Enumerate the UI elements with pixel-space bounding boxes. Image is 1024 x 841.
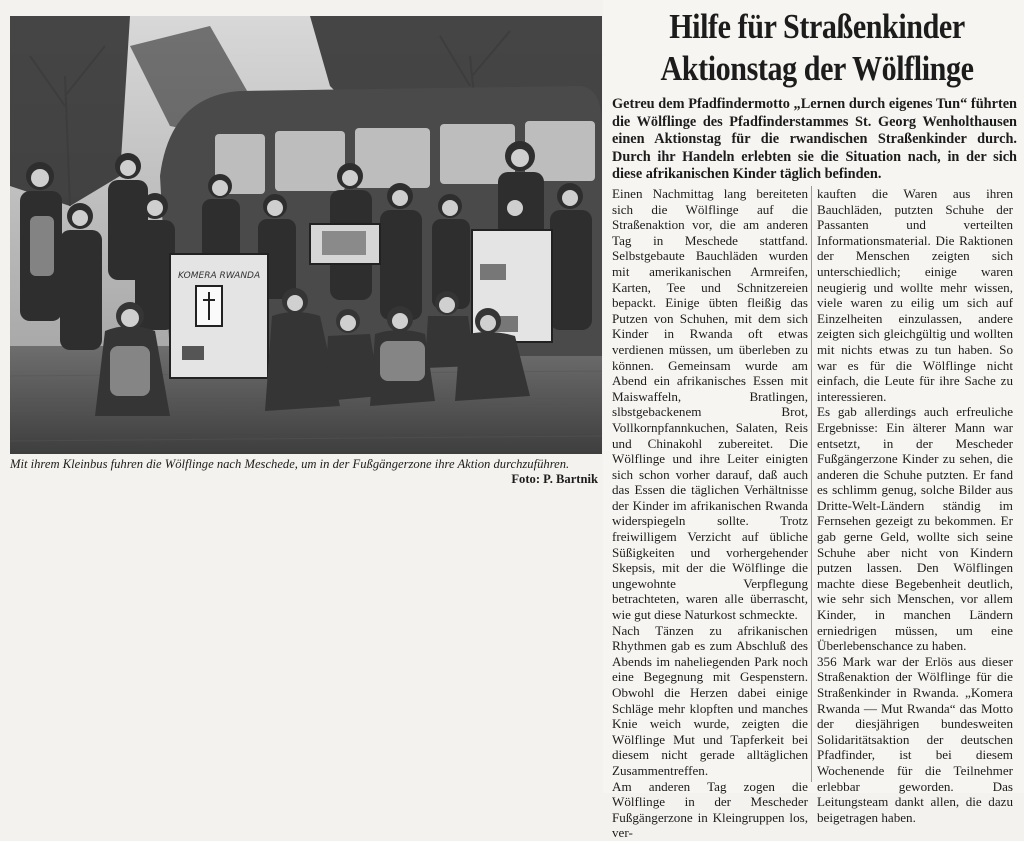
column-1-paragraph-3: Am anderen Tag zogen die Wölflinge in der Mescheder Fußgängerzone in Kleingruppen los, ver-: [612, 778, 808, 841]
article-column-2: [817, 186, 1013, 825]
photo-credit: Foto: P. Bartnik: [511, 472, 598, 486]
column-divider: [811, 186, 812, 782]
column-2-paragraph-2: Es gab allerdings auch erfreuliche Ergebnisse: Ein älterer Mann war entsetzt, in der Mescheder Fußgängerzone Kinder zu sehen, die anderen die Schuhe putzten. Er fand es schlimm genug, solche Bilder aus Dritte-Welt-Ländern ständig im Fernsehen gezeigt zu bekommen. Er gab gerne Geld, wollte sich seine Schuhe aber nicht von Kindern putzen lassen. Den Wölflingen machte diese Begebenheit deutlich, wie sehr sich Menschen, vor allem Kinder, in manchen Ländern erniedrigen müssen, um eine Überlebenschance zu haben.: [817, 404, 1013, 654]
headline-line-2: Aktionstag der Wölflinge: [660, 49, 974, 88]
headline: [641, 6, 994, 90]
headline-line-1: Hilfe für Straßenkinder: [669, 7, 965, 46]
column-1-paragraph-2: Nach Tänzen zu afrikanischen Rhythmen gab es zum Abschluß des Abends im naheliegenden Park noch eine Begegnung mit Gespenstern. Obwohl die Herzen dabei einige Schläge mehr klopften und manches Knie weich wurde, zeigten die Wölflinge Mut und Tapferkeit bei diesem nicht gerade alltäglichen Zusammentreffen.: [612, 622, 808, 778]
article-column-1: [612, 186, 808, 841]
lead-paragraph: Getreu dem Pfadfindermotto „Lernen durch eigenes Tun“ führten die Wölflinge des Pfadfinderstammes St. Georg Wenholthausen einen Aktionstag für die rwandischen Straßenkinder durch. Durch ihr Handeln erlebten sie die Situation nach, in der sich diese afrikanischen Kinder täglich befinden.: [612, 96, 1017, 182]
column-2-paragraph-1: kauften die Waren aus ihren Bauchläden, putzten Schuhe der Passanten und verteilten Informationsmaterial. Die Raktionen der Menschen zeigten sich unterschiedlich; einige waren neugierig und wollte mehr wissen, viele waren zu eilig um sich auf Einzelheiten einzulassen, andere zeigten sich gleichgültig und wollten mit nichts etwas zu tun haben. So war es für die Wölflinge nicht einfach, die Leute für ihre Sache zu interessieren.: [817, 186, 1013, 404]
group-photo: [10, 16, 602, 454]
column-1-paragraph-1: Einen Nachmittag lang bereiteten sich die Wölflinge auf die Straßenaktion vor, die am anderen Tag in Meschede stattfand. Selbstgebaute Bauchläden wurden mit amerikanischen Armreifen, Karten, Tee und Schnitzereien bepackt. Einige übten fleißig das Putzen von Schuhen, mit dem sich Kinder in Rwanda oft etwas verdienen müssen, um überleben zu können. Gemeinsam wurde am Abend ein afrikanisches Essen mit Maiswaffeln, Bratlingen, slbstgebackenem Brot, Vollkornpfannkuchen, Salaten, Reis und Chinakohl zubereitet. Die Wölflinge und ihre Leiter einigten sich schon vorher darauf, daß auch das Essen die täglichen Verhältnisse der Kinder im afrikanischen Rwanda widerspiegeln sollte. Trotz freiwilligem Verzicht auf übliche Süßigkeiten und vorhergehender Skepsis, mit der die Wölflinge die ungewohnte Verpflegung betrachteten, waren alle überrascht, wie gut diese Naturkost schmeckte.: [612, 186, 808, 623]
photo-caption: [10, 457, 602, 486]
caption-text: Mit ihrem Kleinbus fuhren die Wölflinge nach Meschede, um in der Fußgängerzone ihre Aktion durchzuführen.: [10, 457, 570, 471]
sign-text: KOMERA RWANDA: [178, 271, 261, 281]
photo-illustration: [10, 16, 602, 454]
column-2-paragraph-3: 356 Mark war der Erlös aus dieser Straßenaktion der Wölflinge für die Straßenkinder in Rwanda. „Komera Rwanda — Mut Rwanda“ das Motto der diesjährigen bundesweiten Solidaritätsaktion der deutschen Pfadfinder, ist bei diesem Wochenende für die Teilnehmer erlebbar geworden. Das Leitungsteam dankt allen, die dazu beigetragen haben.: [817, 653, 1013, 825]
